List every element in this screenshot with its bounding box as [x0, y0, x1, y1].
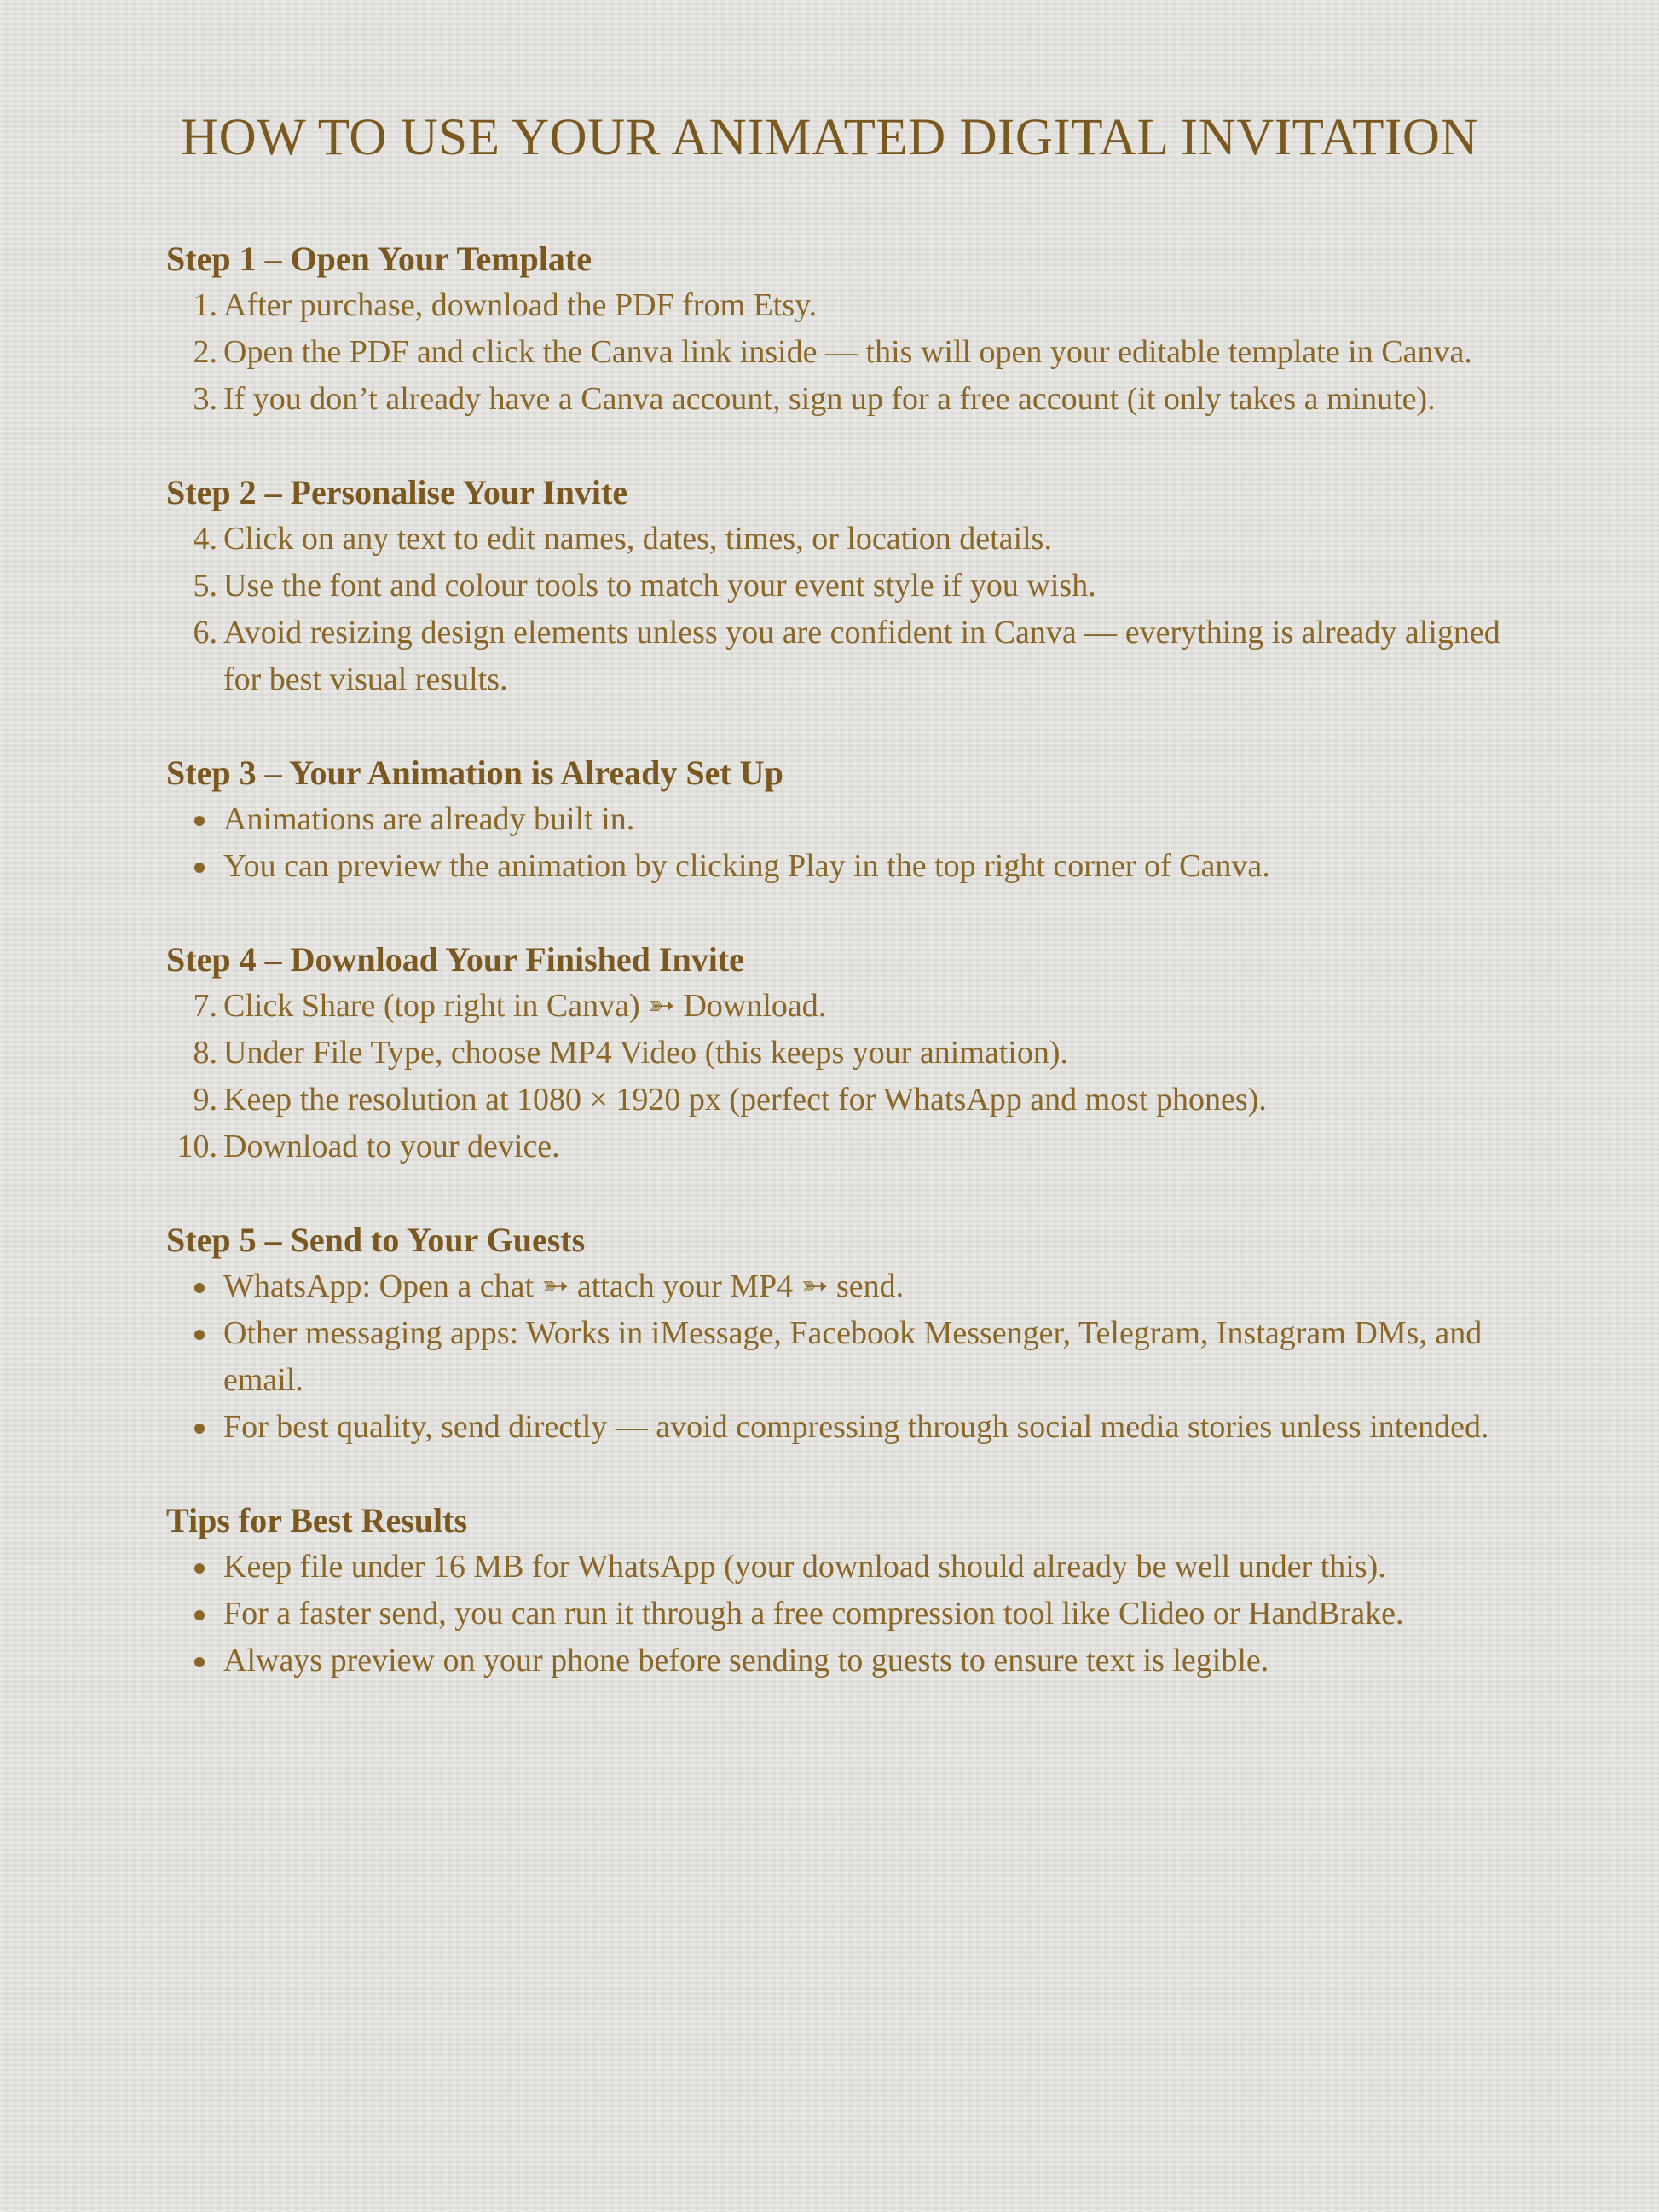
section-4 [166, 936, 1505, 1170]
numbered-list [166, 983, 1505, 1170]
item-number: 1. [193, 287, 217, 323]
list-item [166, 1077, 1505, 1123]
item-number: 3. [193, 381, 217, 417]
item-text: Always preview on your phone before sending to guests to ensure text is legible. [223, 1643, 1269, 1678]
section-3 [166, 749, 1505, 890]
item-text: WhatsApp: Open a chat ➳ attach your MP4 ➳ send. [223, 1268, 905, 1304]
section-1 [166, 235, 1505, 423]
list-item [166, 1637, 1505, 1684]
list-item [166, 563, 1505, 609]
numbered-list [166, 282, 1505, 423]
item-text: Keep the resolution at 1080 × 1920 px (perfect for WhatsApp and most phones). [223, 1082, 1267, 1118]
list-item [166, 516, 1505, 563]
list-item [166, 329, 1505, 376]
section-heading: Step 3 – Your Animation is Already Set Up [166, 754, 783, 792]
bullet-icon [194, 1657, 205, 1667]
bullet-icon [194, 1610, 205, 1620]
section-5 [166, 1216, 1505, 1451]
item-text: Open the PDF and click the Canva link inside — this will open your editable template in Canva. [223, 334, 1472, 370]
list-item [166, 1310, 1505, 1404]
section-heading: Step 4 – Download Your Finished Invite [166, 940, 744, 979]
bullet-icon [194, 1330, 205, 1340]
item-text: Use the font and colour tools to match your event style if you wish. [223, 568, 1096, 604]
item-number: 10. [176, 1129, 217, 1164]
item-text: Keep file under 16 MB for WhatsApp (your download should already be well under this). [223, 1549, 1386, 1585]
section-heading: Step 2 – Personalise Your Invite [166, 473, 628, 511]
item-text: Avoid resizing design elements unless you are confident in Canva — everything is already aligned for best visual results. [223, 615, 1500, 697]
list-item [166, 609, 1505, 703]
bullet-icon [194, 863, 205, 873]
page-title: HOW TO USE YOUR ANIMATED DIGITAL INVITATION [181, 109, 1478, 166]
item-text: You can preview the animation by clicking Play in the top right corner of Canva. [223, 848, 1270, 884]
section-6 [166, 1497, 1505, 1684]
item-number: 6. [193, 615, 217, 650]
item-text: Download to your device. [223, 1129, 560, 1164]
list-item [166, 1030, 1505, 1077]
item-number: 8. [193, 1035, 217, 1071]
bullet-icon [194, 1283, 205, 1293]
item-text: Under File Type, choose MP4 Video (this keeps your animation). [223, 1035, 1069, 1071]
bullet-icon [194, 1563, 205, 1574]
numbered-list [166, 516, 1505, 703]
item-number: 4. [193, 521, 217, 557]
list-item [166, 1123, 1505, 1170]
item-number: 7. [193, 988, 217, 1024]
bullet-icon [194, 1424, 205, 1434]
bullet-list [166, 1544, 1505, 1684]
list-item [166, 1591, 1505, 1637]
item-number: 2. [193, 334, 217, 370]
list-item [166, 282, 1505, 329]
item-text: Click on any text to edit names, dates, times, or location details. [223, 521, 1052, 557]
item-text: For best quality, send directly — avoid compressing through social media stories unless intended. [223, 1409, 1489, 1445]
section-heading: Step 5 – Send to Your Guests [166, 1221, 586, 1259]
list-item [166, 796, 1505, 843]
bullet-list [166, 1263, 1505, 1451]
item-text: Click Share (top right in Canva) ➳ Download. [223, 988, 827, 1024]
item-number: 9. [193, 1082, 217, 1118]
list-item [166, 843, 1505, 890]
section-heading: Step 1 – Open Your Template [166, 240, 592, 278]
list-item [166, 1544, 1505, 1591]
bullet-list [166, 796, 1505, 890]
list-item [166, 1263, 1505, 1310]
section-2 [166, 469, 1505, 703]
item-text: If you don’t already have a Canva account, sign up for a free account (it only takes a minute). [223, 381, 1436, 417]
item-text: Other messaging apps: Works in iMessage, Facebook Messenger, Telegram, Instagram DMs, and email. [223, 1315, 1483, 1398]
item-text: For a faster send, you can run it through a free compression tool like Clideo or HandBrake. [223, 1596, 1404, 1632]
item-text: Animations are already built in. [223, 801, 635, 837]
list-item [166, 1404, 1505, 1451]
item-text: After purchase, download the PDF from Etsy. [223, 287, 818, 323]
list-item [166, 983, 1505, 1030]
bullet-icon [194, 816, 205, 826]
section-heading: Tips for Best Results [166, 1501, 468, 1539]
list-item [166, 376, 1505, 423]
item-number: 5. [193, 568, 217, 604]
instructions-body [166, 235, 1505, 1730]
